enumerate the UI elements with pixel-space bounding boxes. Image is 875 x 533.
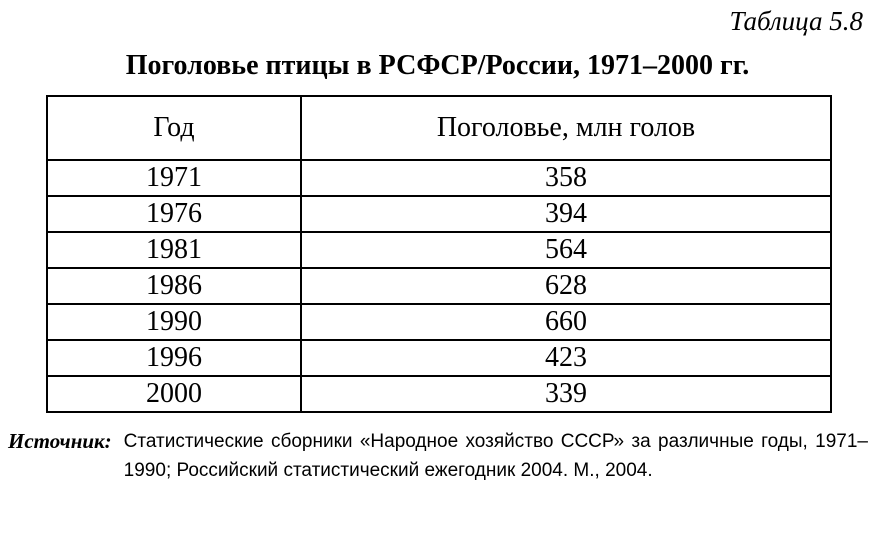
population-cell: 339	[301, 376, 831, 412]
population-cell: 423	[301, 340, 831, 376]
table-row	[47, 304, 831, 340]
population-cell: 564	[301, 232, 831, 268]
table-header	[47, 96, 831, 160]
year-cell: 1996	[47, 340, 301, 376]
population-cell: 628	[301, 268, 831, 304]
column-header-year: Год	[47, 96, 301, 160]
column-header-population: Поголовье, млн голов	[301, 96, 831, 160]
table-row	[47, 232, 831, 268]
year-cell: 2000	[47, 376, 301, 412]
table-title: Поголовье птицы в РСФСР/России, 1971–2000 гг.	[125, 50, 750, 81]
data-table	[46, 95, 832, 413]
header-row	[47, 96, 831, 160]
table-row	[47, 160, 831, 196]
table-number: Таблица 5.8	[729, 6, 863, 36]
table-body	[47, 160, 831, 412]
source-text: Статистические сборники «Народное хозяйство СССР» за различные годы, 1971–1990; Российский статистический ежегодник 2004. М., 2004.	[123, 431, 868, 481]
population-cell: 660	[301, 304, 831, 340]
source-note	[8, 427, 868, 485]
year-cell: 1986	[47, 268, 301, 304]
year-cell: 1990	[47, 304, 301, 340]
population-cell: 358	[301, 160, 831, 196]
table-row	[47, 268, 831, 304]
table-row	[47, 196, 831, 232]
year-cell: 1971	[47, 160, 301, 196]
source-label: Источник:	[8, 429, 112, 453]
year-cell: 1976	[47, 196, 301, 232]
population-cell: 394	[301, 196, 831, 232]
table-row	[47, 376, 831, 412]
table-row	[47, 340, 831, 376]
year-cell: 1981	[47, 232, 301, 268]
